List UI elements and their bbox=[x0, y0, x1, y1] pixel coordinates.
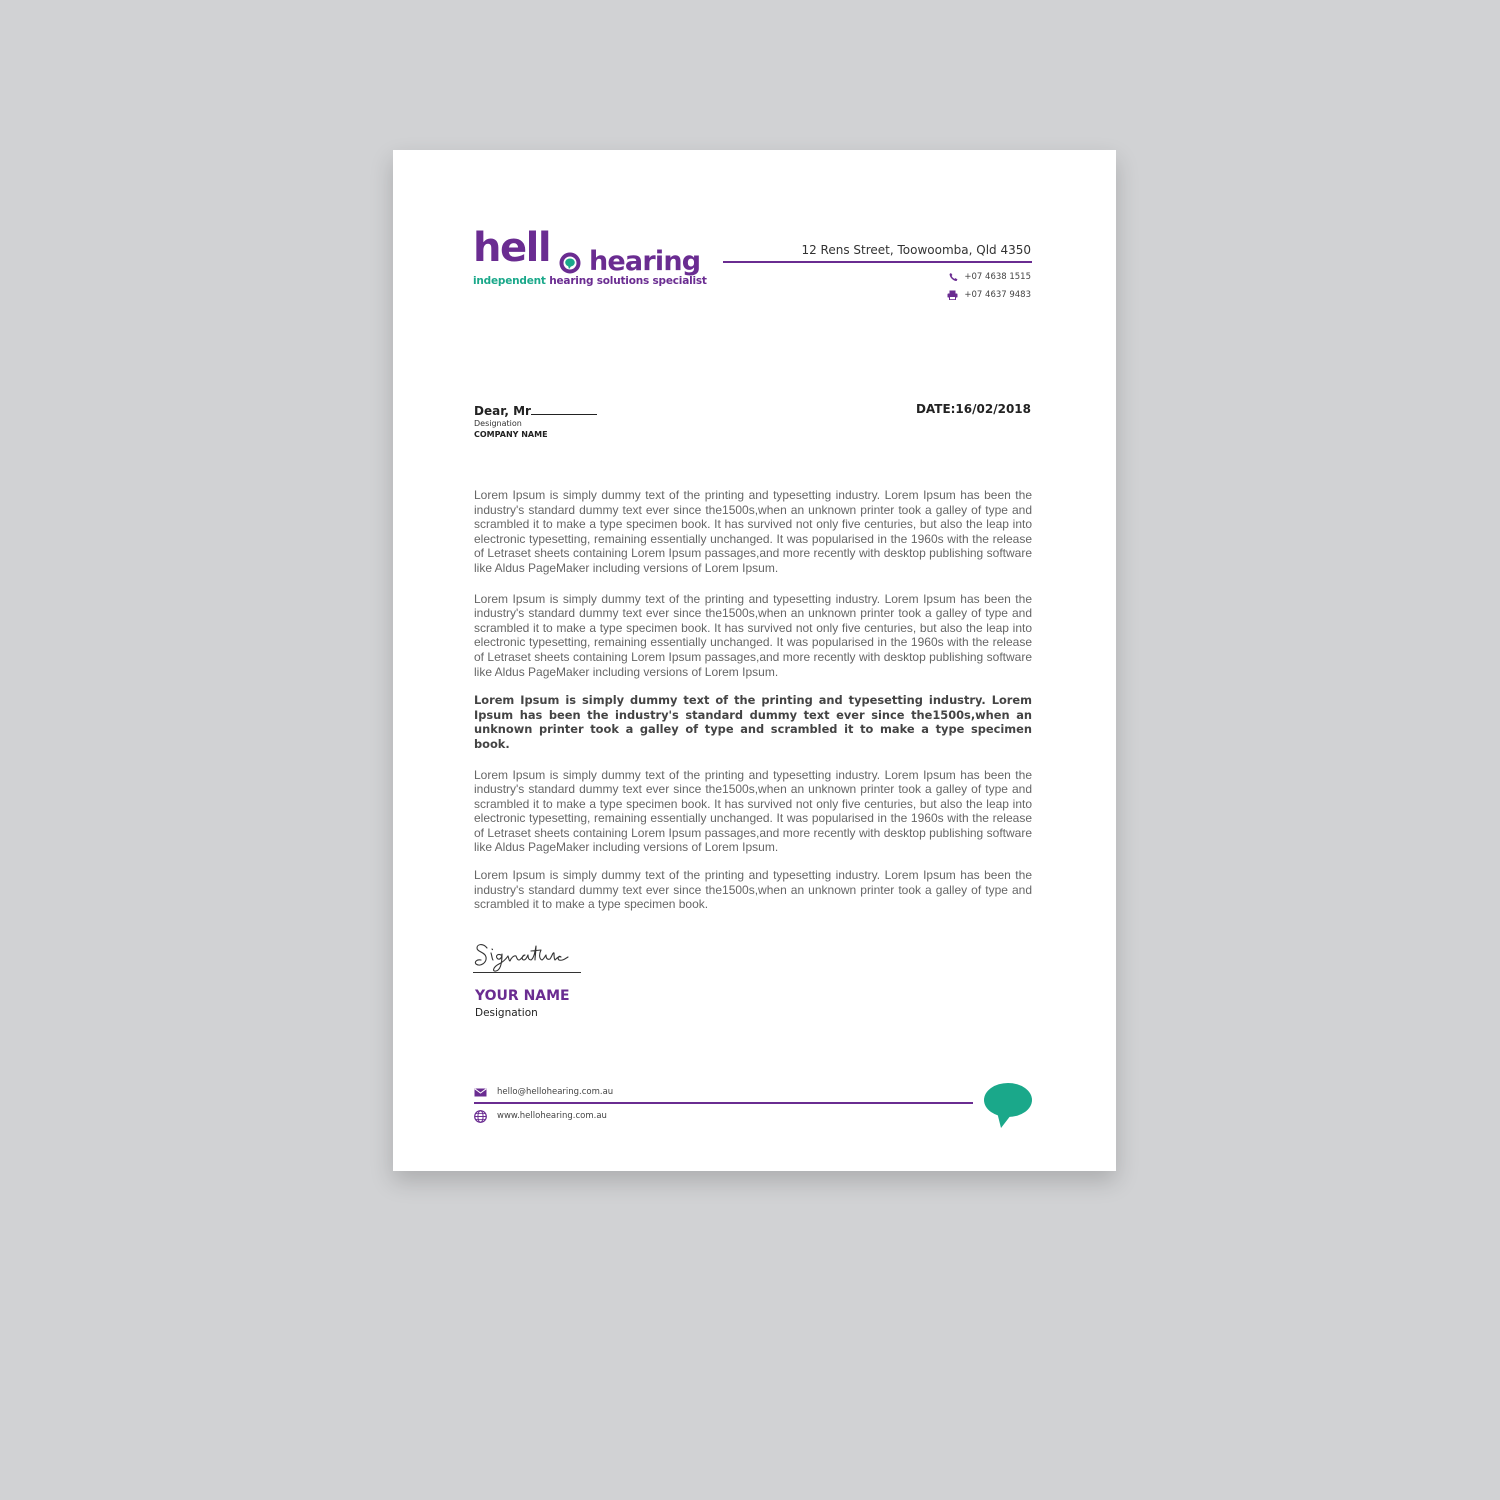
mail-icon bbox=[474, 1088, 487, 1097]
phone-number: +07 4638 1515 bbox=[964, 272, 1031, 282]
tagline-independent: independent bbox=[473, 275, 546, 287]
website-url: www.hellohearing.com.au bbox=[497, 1111, 607, 1121]
logo-word-hello: hell bbox=[473, 225, 551, 271]
company-address: 12 Rens Street, Toowoomba, Qld 4350 bbox=[801, 243, 1031, 257]
phone-contact bbox=[949, 270, 1031, 284]
phone-icon bbox=[949, 272, 958, 282]
fax-contact bbox=[947, 288, 1031, 302]
name-blank bbox=[531, 402, 597, 415]
signature-image bbox=[473, 940, 585, 974]
speech-bubble-icon bbox=[983, 1082, 1033, 1130]
signature-line bbox=[473, 972, 581, 973]
letterhead-page bbox=[393, 150, 1116, 1171]
body-paragraph-4: Lorem Ipsum is simply dummy text of the printing and typesetting industry. Lorem Ipsum has been the industry's standard dummy text ever since the1500s,when an unknown printer took a galley of type and scrambled it to make a type specimen book. It has survived not only five centuries, but also the leap into electronic typesetting, remaining essentially unchanged. It was popularised in the 1960s with the release of Letraset sheets containing Lorem Ipsum passages,and more recently with desktop publishing software like Aldus PageMaker including versions of Lorem Ipsum. bbox=[474, 767, 1032, 855]
salutation-dear: Dear, Mr bbox=[474, 404, 531, 418]
salutation-line bbox=[474, 402, 597, 418]
hello-hearing-logo bbox=[473, 225, 718, 292]
signer-name: YOUR NAME bbox=[475, 988, 570, 1004]
fax-number: +07 4637 9483 bbox=[964, 290, 1031, 300]
globe-icon bbox=[474, 1110, 487, 1123]
letter-body bbox=[474, 488, 1032, 912]
footer-email bbox=[474, 1085, 613, 1099]
body-paragraph-2: Lorem Ipsum is simply dummy text of the printing and typesetting industry. Lorem Ipsum has been the industry's standard dummy text ever since the1500s,when an unknown printer took a galley of type and scrambled it to make a type specimen book. It has survived not only five centuries, but also the leap into electronic typesetting, remaining essentially unchanged. It was popularised in the 1960s with the release of Letraset sheets containing Lorem Ipsum passages,and more recently with desktop publishing software like Aldus PageMaker including versions of Lorem Ipsum. bbox=[474, 591, 1032, 679]
fax-icon bbox=[947, 290, 958, 300]
tagline-specialist: hearing solutions specialist bbox=[549, 275, 707, 287]
header-divider bbox=[723, 261, 1032, 263]
footer-website bbox=[474, 1109, 607, 1123]
logo-speech-o-icon bbox=[559, 252, 581, 274]
letter-date: DATE:16/02/2018 bbox=[915, 402, 1031, 416]
signer-designation: Designation bbox=[475, 1007, 538, 1019]
recipient-block bbox=[474, 402, 597, 439]
email-address: hello@hellohearing.com.au bbox=[497, 1087, 614, 1097]
body-paragraph-5: Lorem Ipsum is simply dummy text of the printing and typesetting industry. Lorem Ipsum has been the industry's standard dummy text ever since the1500s,when an unknown printer took a galley of type and scrambled it to make a type specimen book. bbox=[474, 868, 1032, 912]
recipient-company: COMPANY NAME bbox=[474, 430, 548, 439]
body-paragraph-1: Lorem Ipsum is simply dummy text of the printing and typesetting industry. Lorem Ipsum has been the industry's standard dummy text ever since the1500s,when an unknown printer took a galley of type and scrambled it to make a type specimen book. It has survived not only five centuries, but also the leap into electronic typesetting, remaining essentially unchanged. It was popularised in the 1960s with the release of Letraset sheets containing Lorem Ipsum passages,and more recently with desktop publishing software like Aldus PageMaker including versions of Lorem Ipsum. bbox=[474, 488, 1032, 575]
logo-tagline bbox=[473, 276, 707, 287]
footer-divider bbox=[474, 1102, 973, 1104]
body-paragraph-bold: Lorem Ipsum is simply dummy text of the printing and typesetting industry. Lorem Ipsum has been the industry's standard dummy text ever since the1500s,when an unknown printer took a galley of type and scrambled it to make a type specimen book. bbox=[474, 693, 1032, 751]
recipient-designation: Designation bbox=[474, 419, 522, 428]
logo-word-hearing: hearing bbox=[589, 246, 701, 277]
